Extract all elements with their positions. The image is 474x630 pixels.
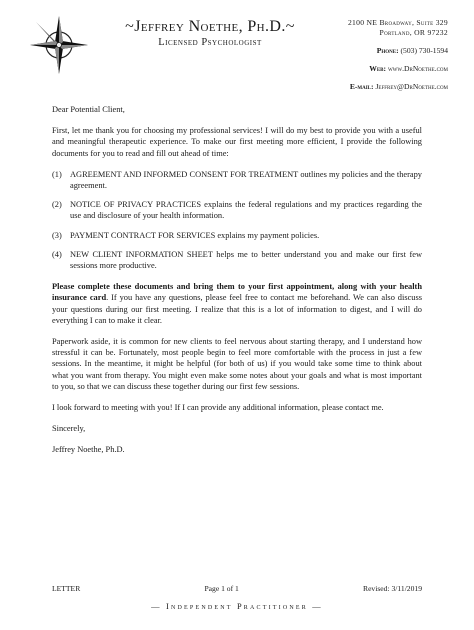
phone-label: Phone: xyxy=(376,46,399,55)
phone-value: (503) 730-1594 xyxy=(400,46,448,55)
paragraph-3: Paperwork aside, it is common for new clients to feel nervous about starting therapy, and I understand how stressful it can be. Fortunately, most people begin to feel more comfortable with the process in just a few sessions. In the meantime, it might be helpful (for both of us) if you would take some time to think about what you want from therapy. You might even make some notes about your goals and what is most important to you, so that we can discuss these together during our first few sessions. xyxy=(52,337,422,391)
web-label: Web: xyxy=(369,64,387,73)
web-link[interactable]: www.DrNoethe.com xyxy=(387,64,448,73)
list-item xyxy=(52,230,422,241)
footer-revised: Revised: 3/11/2019 xyxy=(363,584,422,593)
list-item-number: (4) xyxy=(52,249,62,259)
list-item xyxy=(52,249,422,271)
list-item-number: (1) xyxy=(52,169,62,179)
list-item-text: NEW CLIENT INFORMATION SHEET helps me to better understand you and make our first few sessions more productive. xyxy=(70,249,422,271)
footer-tagline: — Independent Practitioner — xyxy=(151,602,323,611)
salutation: Dear Potential Client, xyxy=(52,105,125,114)
instructions-rest: . If you have any questions, please feel free to contact me beforehand. We can also discuss your questions during our first meeting. I realize that this is a lot of information to digest, and I will do everything I can to make it clear. xyxy=(52,293,422,325)
practitioner-title: Licensed Psychologist xyxy=(158,37,262,48)
closing: Sincerely, xyxy=(52,424,86,434)
list-item-number: (2) xyxy=(52,200,62,210)
list-item-text: NOTICE OF PRIVACY PRACTICES explains the federal regulations and my practices regarding the use and disclosure of your health information. xyxy=(70,200,422,221)
list-item-text: AGREEMENT AND INFORMED CONSENT FOR TREATMENT outlines my policies and the therapy agreement. xyxy=(70,169,422,191)
list-item-number: (3) xyxy=(52,230,62,240)
contact-info xyxy=(298,18,448,92)
footer xyxy=(52,584,422,593)
email-row xyxy=(298,82,448,92)
practitioner-name: ~Jeffrey Noethe, Ph.D.~ xyxy=(125,18,295,35)
compass-star-icon xyxy=(28,14,90,76)
instructions-bold: Please complete these documents and bring them to your first appointment, along with your health insurance card xyxy=(52,282,422,303)
web-row xyxy=(298,64,448,74)
instructions-paragraph xyxy=(52,281,422,326)
address xyxy=(298,18,448,38)
intro-paragraph: First, let me thank you for choosing my professional services! I will do my best to provide you with a useful and meaningful therapeutic experience. To make our first meeting more efficient, I provide the following documents for you to read and fill out ahead of time: xyxy=(52,126,422,158)
address-line-2: Portland, OR 97232 xyxy=(379,28,448,37)
document-list xyxy=(52,169,422,271)
letter-body xyxy=(52,104,422,466)
footer-page-number: Page 1 of 1 xyxy=(204,584,239,593)
footer-left: LETTER xyxy=(52,584,81,593)
list-item xyxy=(52,199,422,221)
letterhead-name-block xyxy=(96,18,324,48)
list-item xyxy=(52,169,422,191)
address-line-1: 2100 NE Broadway, Suite 329 xyxy=(347,18,448,27)
paragraph-4: I look forward to meeting with you! If I can provide any additional information, please contact me. xyxy=(52,403,384,413)
email-label: E-mail: xyxy=(349,82,374,91)
email-link[interactable]: Jeffrey@DrNoethe.com xyxy=(375,82,448,91)
list-item-text: PAYMENT CONTRACT FOR SERVICES explains my payment policies. xyxy=(70,230,320,240)
phone-row xyxy=(298,46,448,56)
signature: Jeffrey Noethe, Ph.D. xyxy=(52,445,125,455)
